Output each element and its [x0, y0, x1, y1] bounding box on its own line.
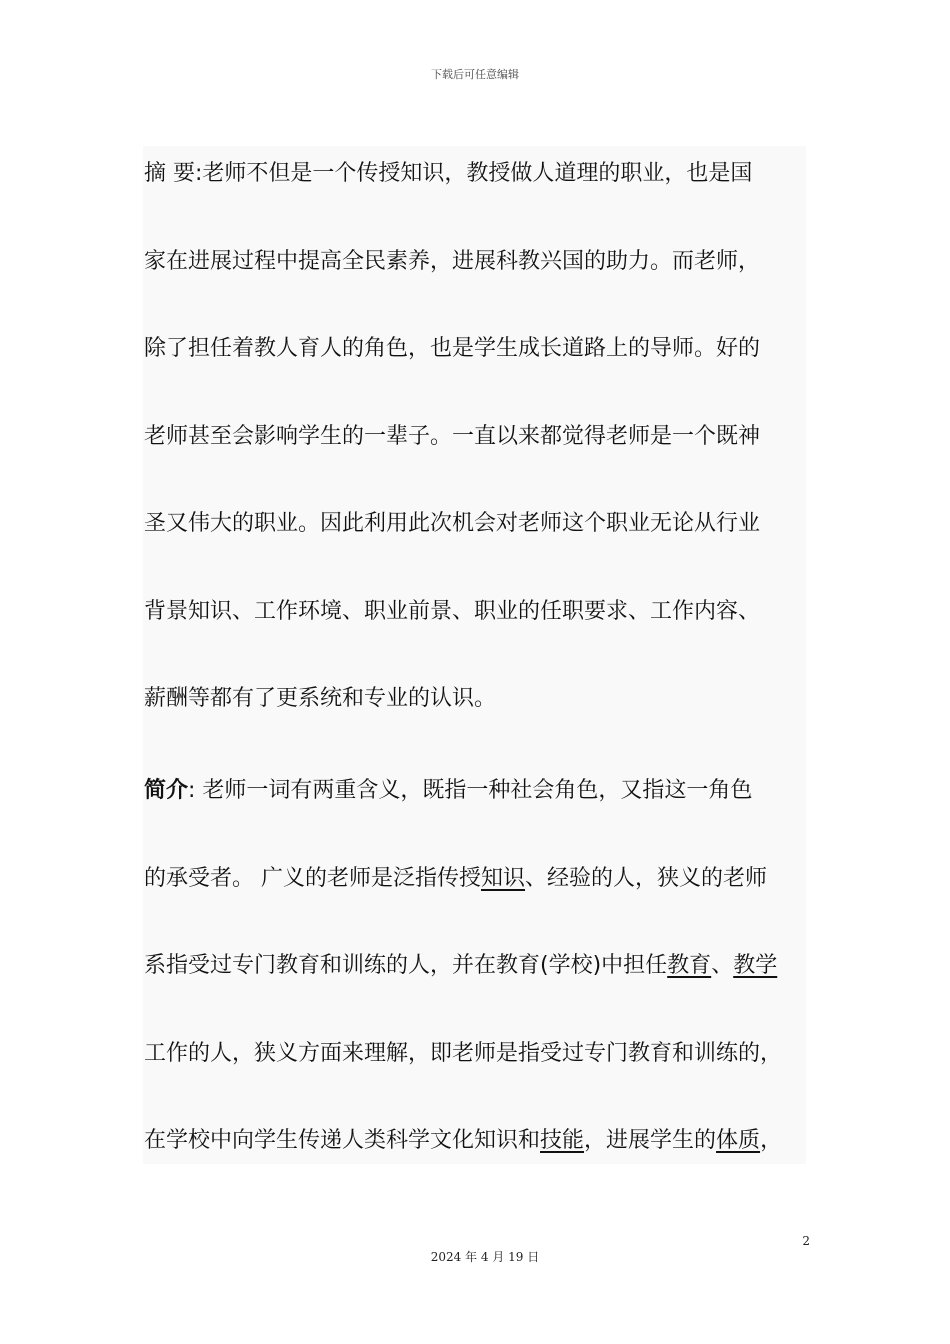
intro-line	[144, 835, 808, 923]
intro-line	[144, 922, 808, 1010]
abstract-line: 摘 要:老师不但是一个传授知识，教授做人道理的职业，也是国	[144, 161, 753, 186]
intro-text: ，进展学生的	[584, 1128, 717, 1153]
link-physique[interactable]: 体质	[716, 1128, 761, 1153]
intro-text: 的承受者。 广义的老师是泛指传授	[144, 865, 481, 891]
abstract-paragraph	[144, 130, 808, 743]
link-teaching[interactable]: 教学	[733, 953, 778, 978]
intro-line	[144, 1097, 808, 1185]
abstract-line: 圣又伟大的职业。因此利用此次机会对老师这个职业无论从行业	[144, 511, 761, 536]
footer-date: 2024 年 4 月 19 日	[430, 1250, 540, 1264]
intro-paragraph	[144, 747, 808, 1185]
abstract-line: 背景知识、工作环境、职业前景、职业的任职要求、工作内容、	[144, 598, 761, 624]
intro-label: 简介	[144, 778, 189, 803]
page-header: 下载后可任意编辑	[431, 68, 519, 81]
link-skills[interactable]: 技能	[540, 1128, 585, 1153]
intro-text: 、	[711, 953, 734, 978]
intro-line	[144, 747, 808, 835]
intro-text: : 老师一词有两重含义，既指一种社会角色，又指这一角色	[188, 778, 753, 803]
intro-text: ，	[760, 1128, 783, 1153]
abstract-line: 老师甚至会影响学生的一辈子。一直以来都觉得老师是一个既神	[144, 423, 761, 449]
link-education[interactable]: 教育	[667, 953, 712, 978]
abstract-line: 薪酬等都有了更系统和专业的认识。	[144, 686, 497, 711]
intro-line: 工作的人，狭义方面来理解，即老师是指受过专门教育和训练的，	[144, 1040, 783, 1066]
abstract-line: 家在进展过程中提高全民素养，进展科教兴国的助力。而老师，	[144, 248, 761, 274]
intro-text: 在学校中向学生传递人类科学文化知识和	[144, 1128, 541, 1153]
link-knowledge[interactable]: 知识	[481, 865, 526, 891]
intro-text: 系指受过专门教育和训练的人，并在教育(学校)中担任	[144, 953, 668, 978]
abstract-line: 除了担任着教人育人的角色，也是学生成长道路上的导师。好的	[144, 336, 761, 361]
intro-text: 、经验的人，狭义的老师	[525, 865, 768, 891]
page-number: 2	[802, 1234, 810, 1248]
